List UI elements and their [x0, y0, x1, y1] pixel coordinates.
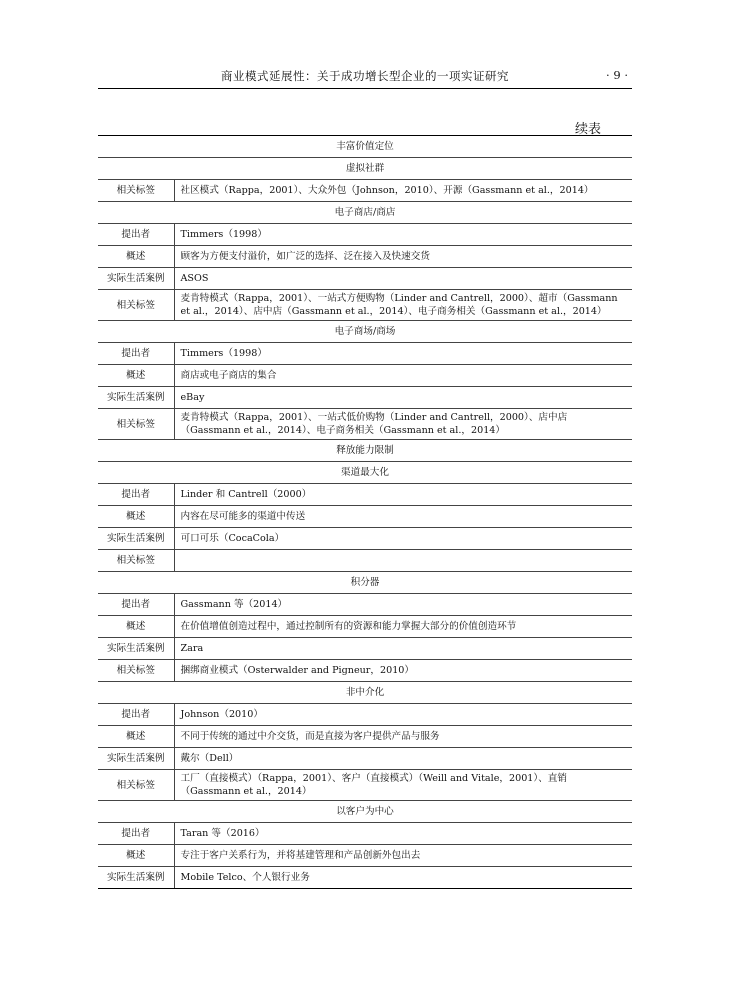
table-row — [98, 343, 632, 365]
row-value: ASOS — [174, 268, 632, 290]
business-model-table — [98, 135, 632, 889]
section-title: 丰富价值定位 — [98, 136, 632, 158]
section-title: 虚拟社群 — [98, 158, 632, 180]
table-row — [98, 823, 632, 845]
section-header-row — [98, 136, 632, 158]
section-header-row — [98, 202, 632, 224]
row-label: 实际生活案例 — [98, 387, 174, 409]
table-row — [98, 268, 632, 290]
row-value: 不同于传统的通过中介交货，而是直接为客户提供产品与服务 — [174, 726, 632, 748]
row-label: 相关标签 — [98, 660, 174, 682]
section-header-row — [98, 321, 632, 343]
row-value: 在价值增值创造过程中，通过控制所有的资源和能力掌握大部分的价值创造环节 — [174, 616, 632, 638]
row-label: 相关标签 — [98, 770, 174, 801]
table-row — [98, 726, 632, 748]
table-row — [98, 506, 632, 528]
table-row — [98, 180, 632, 202]
row-value: Mobile Telco、个人银行业务 — [174, 867, 632, 889]
row-value: 麦肯特模式（Rappa，2001）、一站式方便购物（Linder and Cantrell，2000）、超市（Gassmann et al.，2014）、店中店（Gassmann et al.，2014）、电子商务相关（Gassmann et al.，2014） — [174, 290, 632, 321]
section-header-row — [98, 462, 632, 484]
table-row — [98, 550, 632, 572]
row-label: 概述 — [98, 616, 174, 638]
row-label: 相关标签 — [98, 550, 174, 572]
section-title: 释放能力限制 — [98, 440, 632, 462]
row-value: Timmers（1998） — [174, 224, 632, 246]
table-row — [98, 528, 632, 550]
section-title: 以客户为中心 — [98, 801, 632, 823]
table-row — [98, 704, 632, 726]
table-row — [98, 638, 632, 660]
row-value: 捆绑商业模式（Osterwalder and Pigneur，2010） — [174, 660, 632, 682]
running-title: 商业模式延展性：关于成功增长型企业的一项实证研究 — [221, 69, 509, 83]
section-header-row — [98, 572, 632, 594]
table-row — [98, 748, 632, 770]
row-label: 概述 — [98, 845, 174, 867]
table-row — [98, 246, 632, 268]
row-label: 提出者 — [98, 594, 174, 616]
row-label: 概述 — [98, 506, 174, 528]
row-value: Gassmann 等（2014） — [174, 594, 632, 616]
table-row — [98, 387, 632, 409]
row-value: 戴尔（Dell） — [174, 748, 632, 770]
table-row — [98, 224, 632, 246]
row-label: 实际生活案例 — [98, 268, 174, 290]
row-value: 专注于客户关系行为，并将基建管理和产品创新外包出去 — [174, 845, 632, 867]
table-row — [98, 867, 632, 889]
row-label: 概述 — [98, 365, 174, 387]
table-row — [98, 770, 632, 801]
row-label: 提出者 — [98, 224, 174, 246]
section-header-row — [98, 158, 632, 180]
table-row — [98, 484, 632, 506]
section-header-row — [98, 682, 632, 704]
row-value: 内容在尽可能多的渠道中传送 — [174, 506, 632, 528]
row-label: 相关标签 — [98, 180, 174, 202]
table-row — [98, 660, 632, 682]
row-value: 工厂（直接模式）（Rappa，2001）、客户（直接模式）（Weill and Vitale，2001）、直销（Gassmann et al.，2014） — [174, 770, 632, 801]
row-label: 实际生活案例 — [98, 867, 174, 889]
table-row — [98, 290, 632, 321]
row-value: eBay — [174, 387, 632, 409]
row-value: Taran 等（2016） — [174, 823, 632, 845]
section-header-row — [98, 801, 632, 823]
row-value — [174, 550, 632, 572]
row-value: 麦肯特模式（Rappa，2001）、一站式低价购物（Linder and Cantrell，2000）、店中店（Gassmann et al.，2014）、电子商务相关（Gassmann et al.，2014） — [174, 409, 632, 440]
section-header-row — [98, 440, 632, 462]
section-title: 电子商店/商店 — [98, 202, 632, 224]
table-row — [98, 594, 632, 616]
table-row — [98, 845, 632, 867]
row-label: 相关标签 — [98, 290, 174, 321]
row-label: 提出者 — [98, 343, 174, 365]
table-body — [98, 136, 632, 889]
row-label: 概述 — [98, 726, 174, 748]
row-value: 商店或电子商店的集合 — [174, 365, 632, 387]
running-header — [98, 66, 632, 89]
row-label: 提出者 — [98, 484, 174, 506]
row-value: 社区模式（Rappa，2001）、大众外包（Johnson，2010）、开源（Gassmann et al.，2014） — [174, 180, 632, 202]
section-title: 电子商场/商场 — [98, 321, 632, 343]
row-value: Johnson（2010） — [174, 704, 632, 726]
row-label: 实际生活案例 — [98, 528, 174, 550]
row-label: 实际生活案例 — [98, 748, 174, 770]
row-value: Zara — [174, 638, 632, 660]
row-label: 提出者 — [98, 823, 174, 845]
row-value: 顾客为方便支付溢价，如广泛的选择、泛在接入及快速交货 — [174, 246, 632, 268]
row-label: 实际生活案例 — [98, 638, 174, 660]
row-value: Linder 和 Cantrell（2000） — [174, 484, 632, 506]
section-title: 积分器 — [98, 572, 632, 594]
table-row — [98, 409, 632, 440]
row-value: 可口可乐（CocaCola） — [174, 528, 632, 550]
row-label: 相关标签 — [98, 409, 174, 440]
page-number: · 9 · — [606, 68, 628, 82]
row-value: Timmers（1998） — [174, 343, 632, 365]
table-row — [98, 616, 632, 638]
row-label: 提出者 — [98, 704, 174, 726]
section-title: 渠道最大化 — [98, 462, 632, 484]
row-label: 概述 — [98, 246, 174, 268]
table-row — [98, 365, 632, 387]
table-caption: 续表 — [575, 122, 602, 137]
section-title: 非中介化 — [98, 682, 632, 704]
